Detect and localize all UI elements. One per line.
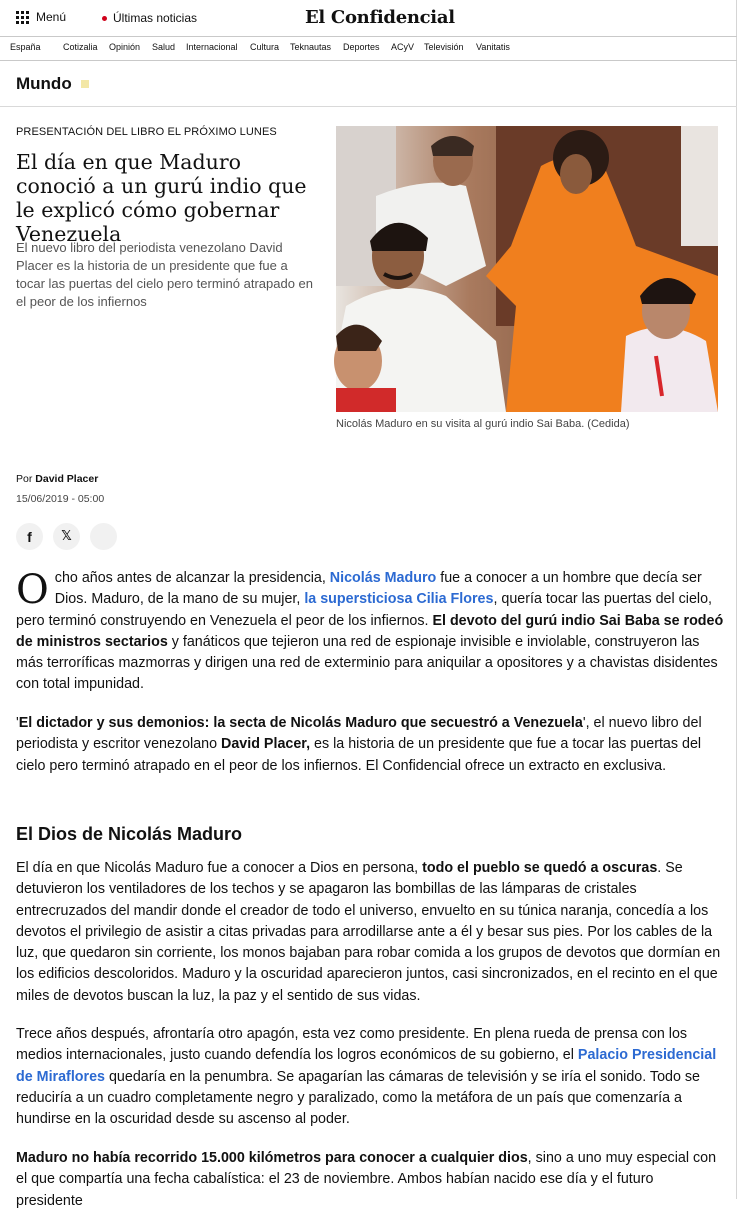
share-x-button[interactable]	[53, 523, 80, 550]
text: quedaría en la penumbra. Se apagarían las cámaras de televisión y se iría el sonido. Todo se reduciría a un cuadro completamente negro y paralizado, como la metáfora de un país que comenzaría a hundirse en la oscuridad desde su ascenso al poder.	[16, 1068, 701, 1128]
nav-item-espana[interactable]: España	[10, 42, 41, 52]
text: fue a conocer a un hombre que decía ser Dios. Maduro, de la mano de su mujer,	[54, 570, 702, 608]
latest-news-label: Últimas noticias	[113, 11, 198, 25]
text: y fanáticos que tejieron una red de espionaje invisible e inviolable, construyeron las más terroríficas mazmorras y dirigen una red de exterminio para aniquilar a opositores y a chavistas disidentes con total impunidad.	[16, 633, 718, 693]
section-nav	[0, 37, 737, 61]
nav-item-teknautas[interactable]: Teknautas	[290, 42, 332, 52]
share-more-button[interactable]	[90, 523, 117, 550]
bold-text: todo el pueblo se quedó a oscuras	[422, 860, 658, 876]
live-dot-icon	[102, 16, 107, 21]
text: cho años antes de alcanzar la presidencia,	[54, 570, 330, 586]
section-title[interactable]	[16, 74, 89, 94]
text: El día en que Nicolás Maduro fue a conocer a Dios en persona,	[16, 860, 423, 876]
text: , sino a uno muy especial con el que compartía una fecha cabalística: el 23 de noviembre. Ambos habían nacido ese día y el futuro presidente	[16, 1150, 717, 1209]
nav-item-cotizalia[interactable]: Cotizalia	[63, 42, 98, 52]
nav-item-deportes[interactable]: Deportes	[343, 42, 380, 52]
link-palacio-miraflores[interactable]: Palacio Presidencial de Miraflores	[16, 1047, 717, 1085]
facebook-icon: f	[27, 528, 32, 545]
text: '	[16, 715, 19, 731]
text: . Se detuvieron los ventiladores de los techos y se apagaron las bombillas de las lámparas de cristales entrecruzados del mandir donde el creador de todo el universo, envuelto en su túnica naranja, concedía a los devotos el privilegio de asistir a citas privadas para arrodillarse ante a él y besar sus pies. Por los cables de la luz, que quedaron sin corriente, los monos bajaban para robar comida a los grupos de devotos que dormían en los edificios descoloridos. Maduro y la oscuridad aparecieron juntos, casi sincronizados, en el recinto en el que miles de devotos buscan la luz, la paz y el sentido de sus vidas.	[16, 860, 721, 1004]
nav-item-vanitatis[interactable]: Vanitatis	[476, 42, 510, 52]
link-cilia-flores[interactable]: la supersticiosa Cilia Flores	[304, 591, 494, 608]
section-label: Mundo	[16, 74, 72, 93]
share-facebook-button[interactable]	[16, 523, 43, 550]
text: ', el nuevo libro del periodista y escritor venezolano	[16, 715, 702, 753]
nav-item-acyv[interactable]: ACyV	[391, 42, 415, 52]
article-kicker: PRESENTACIÓN DEL LIBRO EL PRÓXIMO LUNES	[16, 126, 277, 138]
paragraph-1	[16, 568, 724, 696]
text: Trece años después, afrontaría otro apagón, esta vez como presidente. En plena rueda de prensa con los medios internacionales, justo cuando defendía los logros económicos de su gobierno, el	[16, 1026, 688, 1064]
nav-item-television[interactable]: Televisión	[424, 42, 464, 52]
article-subtitle: El nuevo libro del periodista venezolano David Placer es la historia de un presidente que fue a tocar las puertas del cielo pero terminó atrapado en el peor de los infiernos	[16, 240, 314, 309]
byline	[16, 473, 98, 485]
byline-prefix: Por	[16, 473, 33, 485]
drop-cap: O	[16, 567, 49, 613]
text: es la historia de un presidente que fue a tocar las puertas del cielo pero terminó atrapado en el peor de los infiernos. El Confidencial ofrece un extracto en exclusiva.	[16, 736, 702, 774]
bold-text: David Placer,	[221, 736, 311, 753]
book-title: El dictador y sus demonios: la secta de Nicolás Maduro que secuestró a Venezuela	[18, 715, 583, 731]
paragraph-2	[16, 713, 724, 777]
paragraph-3	[16, 858, 724, 1007]
article-headline: El día en que Maduro conoció a un gurú indio que le explicó cómo gobernar Venezuela	[16, 150, 307, 246]
subheading: El Dios de Nicolás Maduro	[16, 824, 243, 844]
latest-news-link[interactable]	[102, 11, 197, 25]
author-link[interactable]: David Placer	[35, 473, 99, 485]
section-marker-icon	[81, 80, 89, 88]
nav-item-cultura[interactable]: Cultura	[250, 42, 280, 52]
menu-label: Menú	[36, 10, 67, 24]
top-bar	[0, 0, 737, 37]
publish-date: 15/06/2019 - 05:00	[16, 493, 105, 505]
text: , quería tocar las puertas del cielo, pero terminó construyendo en Venezuela el peor de los infiernos.	[16, 591, 712, 629]
bold-text: Maduro no había recorrido 15.000 kilómetros para conocer a cualquier dios	[16, 1150, 528, 1166]
menu-button[interactable]	[16, 10, 66, 24]
nav-item-internacional[interactable]: Internacional	[186, 42, 238, 52]
divider	[0, 106, 737, 107]
site-logo[interactable]: El Confidencial	[305, 7, 455, 28]
photo-caption: Nicolás Maduro en su visita al gurú indio Sai Baba. (Cedida)	[336, 418, 630, 430]
nav-item-salud[interactable]: Salud	[152, 42, 176, 52]
bold-text: El devoto del gurú indio Sai Baba se rodeó de ministros sectarios	[16, 612, 724, 650]
x-icon: 𝕏	[61, 529, 72, 544]
grid-menu-icon	[16, 11, 29, 24]
paragraph-5	[16, 1148, 724, 1212]
nav-item-opinion[interactable]: Opinión	[109, 42, 141, 52]
paragraph-4	[16, 1024, 724, 1130]
article-photo	[336, 126, 718, 412]
link-nicolas-maduro[interactable]: Nicolás Maduro	[329, 570, 437, 586]
